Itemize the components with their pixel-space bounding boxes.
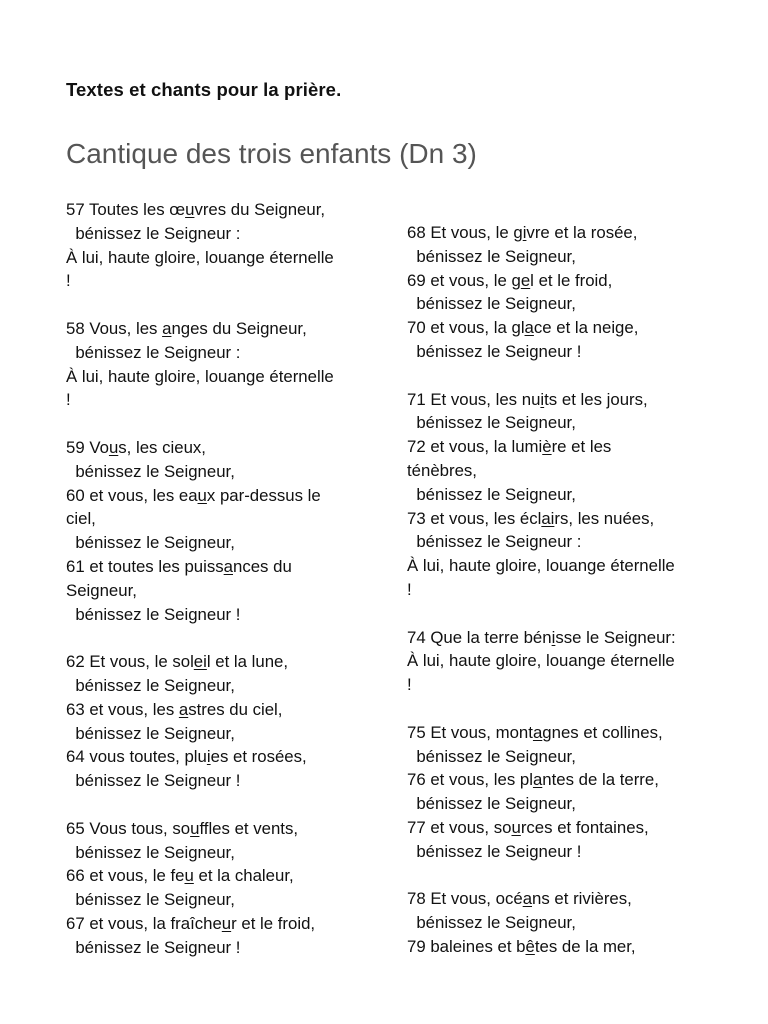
- verse-line: [407, 792, 722, 816]
- stressed-syllable: u: [184, 866, 194, 886]
- stressed-syllable: u: [190, 818, 200, 838]
- verse-text: bénissez le Seigneur !: [66, 937, 241, 957]
- verse-line: [66, 341, 378, 365]
- verse-line: [407, 935, 722, 959]
- verse-text: l et la lune,: [206, 652, 289, 672]
- verse-text: ce et la neige,: [533, 318, 639, 338]
- verse-text: bénissez le Seigneur,: [407, 746, 576, 766]
- verse-text: nces du: [233, 556, 292, 576]
- verse-text: 61 et toutes les puiss: [66, 556, 224, 576]
- verse-text: rces et fontaines,: [520, 817, 649, 837]
- verse-line: [407, 245, 722, 269]
- stressed-syllable: e: [520, 270, 531, 290]
- verse-text: sse le Seigneur:: [555, 627, 676, 647]
- verse-text: 67 et vous, la fraîche: [66, 913, 222, 933]
- verse-line: [407, 721, 722, 745]
- stanza-gap: [66, 412, 378, 436]
- verse-text: !: [66, 271, 71, 291]
- stressed-syllable: i: [551, 627, 556, 647]
- stanza-gap: [66, 293, 378, 317]
- stressed-syllable: u: [221, 913, 232, 933]
- verse-text: bénissez le Seigneur :: [66, 223, 241, 243]
- verse-text: 75 Et vous, mont: [407, 722, 533, 742]
- verse-text: ténèbres,: [407, 460, 477, 480]
- stressed-syllable: a: [522, 889, 533, 909]
- verse-text: bénissez le Seigneur :: [407, 532, 582, 552]
- verse-line: [66, 531, 378, 555]
- verse-text: À lui, haute gloire, louange éternelle: [407, 556, 675, 576]
- verse-text: vre et la rosée,: [526, 223, 638, 242]
- verse-line: [407, 816, 722, 840]
- verse-line: [407, 530, 722, 554]
- document-header: Textes et chants pour la prière.: [66, 79, 342, 100]
- verse-text: ntes de la terre,: [542, 770, 659, 790]
- stressed-syllable: a: [178, 699, 189, 719]
- stressed-syllable: u: [185, 200, 195, 219]
- verse-text: re et les: [551, 437, 612, 457]
- canticle-title: Cantique des trois enfants (Dn 3): [66, 138, 477, 169]
- verse-text: !: [407, 675, 412, 695]
- verse-line: [66, 722, 378, 746]
- verse-line: [66, 603, 378, 627]
- verse-text: 79 baleines et b: [407, 936, 526, 956]
- verse-text: 78 Et vous, océ: [407, 889, 523, 909]
- verse-line: [66, 769, 378, 793]
- verse-line: [66, 912, 378, 936]
- verse-text: 66 et vous, le fe: [66, 866, 185, 886]
- verse-text: À lui, haute gloire, louange éternelle: [66, 247, 334, 267]
- verse-text: rs, les nuées,: [554, 508, 655, 528]
- verse-text: 63 et vous, les: [66, 699, 179, 719]
- verse-text: 69 et vous, le g: [407, 270, 521, 290]
- verse-text: bénissez le Seigneur,: [66, 723, 235, 743]
- verse-line: [66, 246, 378, 270]
- verse-text: es et rosées,: [210, 747, 307, 767]
- verse-line: [66, 817, 378, 841]
- verse-line: [407, 388, 722, 412]
- stressed-syllable: ê: [525, 936, 535, 956]
- verse-line: [66, 222, 378, 246]
- verse-text: bénissez le Seigneur,: [66, 890, 235, 910]
- verse-line: [407, 507, 722, 531]
- verse-text: 77 et vous, so: [407, 817, 512, 837]
- verse-text: 72 et vous, la lumi: [407, 437, 543, 457]
- verse-line: [66, 674, 378, 698]
- verse-line: [407, 626, 722, 650]
- stressed-syllable: a: [532, 722, 543, 742]
- verse-text: bénissez le Seigneur,: [407, 484, 576, 504]
- verse-text: bénissez le Seigneur,: [407, 294, 576, 314]
- verse-text: nges du Seigneur,: [171, 318, 307, 338]
- verse-line: [407, 411, 722, 435]
- verse-line: [407, 316, 722, 340]
- verse-line: [407, 459, 722, 483]
- verse-text: 73 et vous, les écl: [407, 508, 542, 528]
- verse-text: ts et les jours,: [544, 389, 648, 409]
- stressed-syllable: a: [223, 556, 233, 576]
- verse-line: [407, 673, 722, 697]
- verse-line: [66, 698, 378, 722]
- stressed-syllable: a: [162, 318, 172, 338]
- verse-line: [66, 460, 378, 484]
- verse-text: vres du Seigneur,: [194, 200, 326, 219]
- verse-line: [66, 484, 378, 508]
- verse-line: [407, 578, 722, 602]
- stressed-syllable: i: [206, 747, 211, 767]
- verse-text: gnes et collines,: [542, 722, 663, 742]
- verses-right-column: [407, 221, 722, 959]
- verse-line: [66, 745, 378, 769]
- verse-text: bénissez le Seigneur !: [407, 341, 582, 361]
- verse-line: [66, 436, 378, 460]
- verse-text: bénissez le Seigneur,: [66, 461, 235, 481]
- verse-text: 58 Vous, les: [66, 318, 163, 338]
- verse-line: [407, 221, 722, 245]
- verse-text: 57 Toutes les œ: [66, 200, 186, 219]
- stressed-syllable: è: [542, 437, 552, 457]
- verse-line: [407, 649, 722, 673]
- stressed-syllable: ai: [541, 508, 555, 528]
- stanza-gap: [407, 364, 722, 388]
- verse-text: bénissez le Seigneur,: [66, 842, 235, 862]
- verse-line: [407, 887, 722, 911]
- verse-text: r et le froid,: [231, 913, 316, 933]
- stressed-syllable: ei: [193, 652, 207, 672]
- verses-left-column: [66, 198, 378, 960]
- stressed-syllable: u: [197, 485, 207, 505]
- verse-line: [407, 340, 722, 364]
- verse-line: [66, 388, 378, 412]
- verse-text: bénissez le Seigneur !: [66, 604, 241, 624]
- verse-text: À lui, haute gloire, louange éternelle: [407, 651, 675, 671]
- stanza-gap: [407, 864, 722, 888]
- stanza-gap: [66, 793, 378, 817]
- stanza-gap: [66, 626, 378, 650]
- stressed-syllable: u: [108, 437, 119, 457]
- verse-line: [407, 435, 722, 459]
- verse-text: bénissez le Seigneur :: [66, 342, 241, 362]
- verse-text: bénissez le Seigneur !: [66, 771, 241, 791]
- verse-line: [66, 269, 378, 293]
- verse-text: Seigneur,: [66, 580, 137, 600]
- verse-text: 68 Et vous, le g: [407, 223, 523, 242]
- verse-line: [66, 555, 378, 579]
- verse-text: bénissez le Seigneur !: [407, 841, 582, 861]
- verse-line: [66, 365, 378, 389]
- verse-text: bénissez le Seigneur,: [407, 413, 576, 433]
- verse-text: !: [66, 390, 71, 410]
- verse-text: bénissez le Seigneur,: [407, 246, 576, 266]
- verse-text: 71 Et vous, les nu: [407, 389, 541, 409]
- stressed-syllable: i: [522, 223, 527, 242]
- verse-line: [407, 483, 722, 507]
- verse-line: [66, 579, 378, 603]
- verse-text: 64 vous toutes, plu: [66, 747, 207, 767]
- verse-text: tes de la mer,: [534, 936, 636, 956]
- verse-text: stres du ciel,: [188, 699, 283, 719]
- verse-text: 74 Que la terre bén: [407, 627, 552, 647]
- verse-text: 62 Et vous, le sol: [66, 652, 194, 672]
- verse-line: [66, 841, 378, 865]
- verse-line: [66, 198, 378, 222]
- verse-line: [407, 840, 722, 864]
- stressed-syllable: u: [511, 817, 521, 837]
- verse-text: bénissez le Seigneur,: [407, 913, 576, 933]
- verse-text: 76 et vous, les pl: [407, 770, 533, 790]
- verse-text: l et le froid,: [530, 270, 613, 290]
- stanza-gap: [407, 602, 722, 626]
- verse-line: [407, 554, 722, 578]
- verse-line: [66, 317, 378, 341]
- verse-text: ns et rivières,: [532, 889, 632, 909]
- stressed-syllable: i: [540, 389, 545, 409]
- verse-text: À lui, haute gloire, louange éternelle: [66, 366, 334, 386]
- verse-line: [66, 888, 378, 912]
- stressed-syllable: a: [524, 318, 534, 338]
- verse-text: bénissez le Seigneur,: [66, 533, 235, 553]
- verse-text: 60 et vous, les ea: [66, 485, 198, 505]
- verse-text: ffles et vents,: [199, 818, 299, 838]
- verse-line: [66, 864, 378, 888]
- verse-text: bénissez le Seigneur,: [407, 794, 576, 814]
- verse-text: !: [407, 579, 412, 599]
- verse-line: [66, 507, 378, 531]
- verse-line: [407, 768, 722, 792]
- verse-text: bénissez le Seigneur,: [66, 675, 235, 695]
- verse-line: [407, 292, 722, 316]
- verse-text: 59 Vo: [66, 437, 109, 457]
- verse-line: [407, 911, 722, 935]
- verse-line: [66, 936, 378, 960]
- verse-line: [407, 269, 722, 293]
- verse-text: x par-dessus le: [206, 485, 321, 505]
- verse-text: s, les cieux,: [118, 437, 206, 457]
- stanza-gap: [407, 697, 722, 721]
- verse-line: [66, 650, 378, 674]
- verse-text: ciel,: [66, 509, 96, 529]
- verse-text: 70 et vous, la gl: [407, 318, 525, 338]
- verse-text: et la chaleur,: [193, 866, 294, 886]
- stressed-syllable: a: [532, 770, 543, 790]
- verse-text: 65 Vous tous, so: [66, 818, 191, 838]
- verse-line: [407, 745, 722, 769]
